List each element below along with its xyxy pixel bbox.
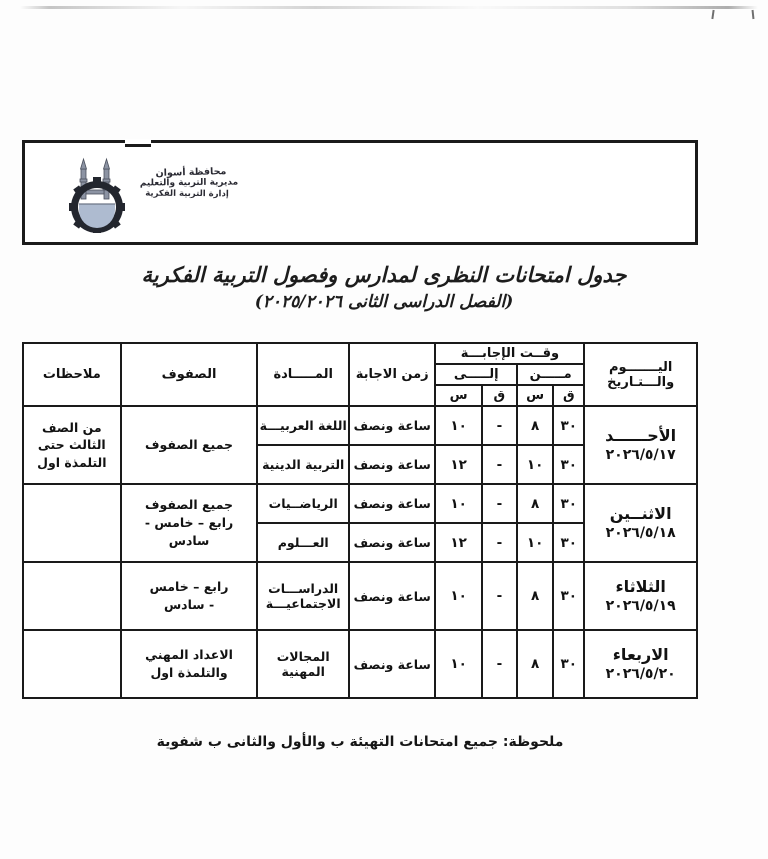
cell-day-date (584, 562, 697, 630)
cell-duration: ساعة ونصف (349, 484, 436, 523)
cell-from-hours: ١٠ (517, 523, 553, 562)
table-row (23, 562, 697, 630)
cell-duration: ساعة ونصف (349, 562, 436, 630)
header-classes: الصفوف (121, 343, 258, 406)
day-date: ٢٠٢٦/٥/١٧ (605, 447, 676, 464)
cell-from-minutes: ٣٠ (553, 562, 584, 630)
cell-classes-line: والتلمذة اول (150, 665, 228, 680)
authority-line-3: إدارة التربية الفكرية (145, 188, 229, 200)
cell-day-date (584, 484, 697, 562)
cell-subject: التربية الدينية (257, 445, 349, 484)
cell-from-minutes: ٣٠ (553, 445, 584, 484)
header-from-hours: س (517, 385, 553, 406)
cell-from-minutes: ٣٠ (553, 484, 584, 523)
cell-classes-line: الاعداد المهني (145, 646, 233, 662)
header-day-line-1: اليـــــــوم (608, 359, 673, 375)
table-row (23, 484, 697, 523)
cell-from-minutes: ٣٠ (553, 406, 584, 445)
cell-duration: ساعة ونصف (349, 523, 436, 562)
cell-classes-line: رابع – خامس - (144, 514, 234, 530)
authority-line-1: محافظة أسوان (155, 166, 227, 179)
cell-from-hours: ٨ (517, 630, 553, 698)
cell-classes-line: جميع الصفوف (145, 496, 234, 512)
cell-subject: العـــلوم (257, 523, 349, 562)
footnote: ملحوظة: جميع امتحانات التهيئة ب والأول والثانى ب شفوية (156, 734, 564, 750)
day-date: ٢٠٢٦/٥/٢٠ (605, 666, 676, 683)
cell-to-minutes: - (482, 484, 517, 523)
table-body (23, 406, 697, 698)
cell-classes-line: سادس (168, 533, 210, 549)
cell-day-date (584, 630, 697, 698)
cell-day-date (584, 406, 697, 484)
cell-to-minutes: - (482, 630, 517, 698)
cell-from-hours: ٨ (517, 562, 553, 630)
header-subject: المـــــادة (257, 343, 349, 406)
cell-classes (121, 630, 258, 698)
cell-from-minutes: ٣٠ (553, 630, 584, 698)
cell-classes-line: - سادس (163, 597, 215, 612)
cell-to-hours: ١٠ (435, 630, 481, 698)
header-time-to: إلـــــى (435, 364, 517, 385)
cell-to-minutes: - (482, 562, 517, 630)
cell-classes-line: رابع – خامس (149, 578, 229, 594)
cell-notes (23, 406, 121, 484)
cell-classes-line: جميع الصفوف (145, 436, 234, 452)
cell-to-minutes: - (482, 406, 517, 445)
cell-notes (23, 562, 121, 630)
document-subtitle: (الفصل الدراسى الثانى ٢٠٢٥/٢٠٢٦) (254, 292, 514, 313)
day-name: الأحــــــد (605, 425, 677, 445)
day-name: الاثنــين (609, 503, 672, 523)
authority-line-2: مديرية التربية والتعليم (139, 177, 239, 189)
cell-classes (121, 406, 258, 484)
cell-classes (121, 484, 258, 562)
cell-duration: ساعة ونصف (349, 630, 436, 698)
header-duration: زمن الاجابة (349, 343, 436, 406)
scan-artifact (20, 6, 758, 9)
day-date: ٢٠٢٦/٥/١٨ (605, 525, 676, 542)
cell-duration: ساعة ونصف (349, 406, 436, 445)
cell-to-hours: ١٠ (435, 562, 481, 630)
cell-notes (23, 484, 121, 562)
cell-notes-line: التلمذة اول (37, 454, 107, 470)
cell-to-hours: ١٢ (435, 445, 481, 484)
schedule-table-container (22, 342, 698, 699)
cell-from-minutes: ٣٠ (553, 523, 584, 562)
cell-from-hours: ١٠ (517, 445, 553, 484)
document-title: جدول امتحانات النظرى لمدارس وفصول التربية الفكرية (141, 262, 627, 287)
cell-from-hours: ٨ (517, 484, 553, 523)
table-row (23, 406, 697, 445)
cell-subject: الدراســـات الاجتماعيـــة (257, 562, 349, 630)
day-name: الاربعاء (612, 644, 669, 664)
letterhead-box (22, 140, 698, 245)
header-to-minutes: ق (482, 385, 517, 406)
header-row-top (23, 343, 697, 364)
cell-notes-line: الثالث حتى (37, 437, 106, 453)
header-day-line-2: والـــتـاريخ (607, 374, 675, 390)
cell-subject: المجالات المهنية (257, 630, 349, 698)
cell-to-hours: ١٠ (435, 406, 481, 445)
header-answer-time: وقــت الإجابـــة (435, 343, 584, 364)
cell-to-minutes: - (482, 523, 517, 562)
cell-to-hours: ١٢ (435, 523, 481, 562)
day-date: ٢٠٢٦/٥/١٩ (605, 598, 676, 615)
header-to-hours: س (435, 385, 481, 406)
authority-stamp (111, 167, 271, 199)
table-row (23, 630, 697, 698)
cell-subject: الرياضــيات (257, 484, 349, 523)
cell-to-minutes: - (482, 445, 517, 484)
exam-schedule-table (22, 342, 698, 699)
header-time-from: مـــــن (517, 364, 584, 385)
title-block (0, 262, 768, 312)
cell-duration: ساعة ونصف (349, 445, 436, 484)
cell-notes-line: من الصف (42, 419, 102, 435)
cell-subject: اللغة العربيـــة (257, 406, 349, 445)
table-header (23, 343, 697, 406)
header-notes: ملاحظات (23, 343, 121, 406)
day-name: الثلاثاء (615, 576, 666, 596)
cell-to-hours: ١٠ (435, 484, 481, 523)
header-day-date (584, 343, 697, 406)
cell-classes (121, 562, 258, 630)
scan-artifact-tick (711, 10, 714, 19)
cell-from-hours: ٨ (517, 406, 553, 445)
header-from-minutes: ق (553, 385, 584, 406)
cell-notes (23, 630, 121, 698)
scan-artifact-tick (752, 10, 755, 19)
